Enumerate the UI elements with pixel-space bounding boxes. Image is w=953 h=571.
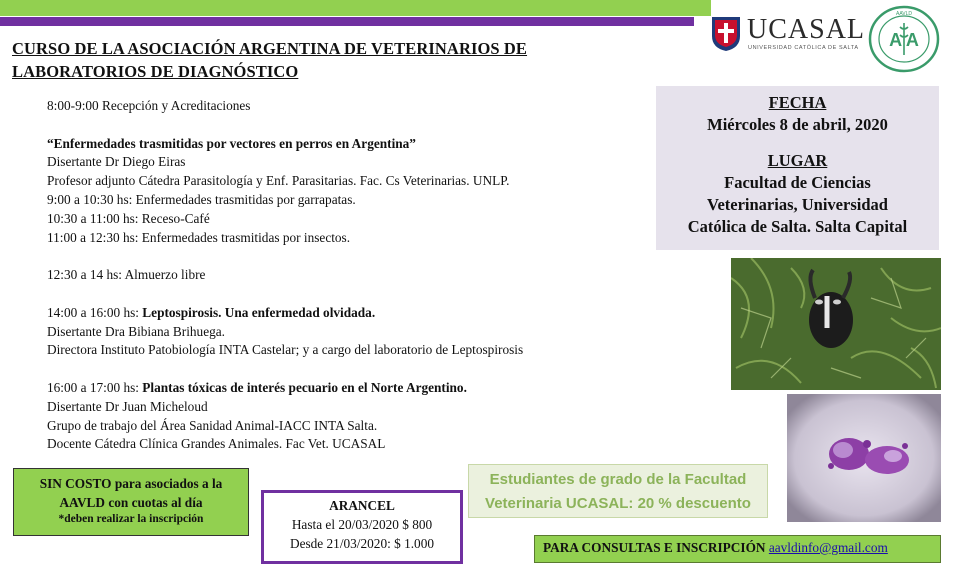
contact-text [543, 540, 888, 556]
title-line-2: LABORATORIOS DE DIAGNÓSTICO [12, 62, 299, 81]
student-line-2: Veterinaria UCASAL: 20 % descuento [485, 495, 751, 512]
place-line-2: Veterinarias, Universidad [707, 195, 888, 214]
ucasal-subtitle: UNIVERSIDAD CATÓLICA DE SALTA [748, 45, 859, 51]
microscopy-photo [787, 394, 941, 522]
session2-affiliation: Directora Instituto Patobiología INTA Castelar; y a cargo del laboratorio de Leptospirosis [47, 342, 524, 358]
ucasal-logo [711, 12, 866, 58]
session1-slot-c: 11:00 a 12:30 hs: Enfermedades trasmitidas por insectos. [47, 229, 351, 245]
free-line-1: SIN COSTO para asociados a la [39, 476, 223, 491]
aavld-monogram: A A [889, 30, 919, 50]
place-line-3: Católica de Salta. Salta Capital [687, 217, 908, 236]
session3-affiliation-1: Grupo de trabajo del Área Sanidad Animal-IACC INTA Salta. [47, 417, 378, 433]
top-green-bar [0, 0, 711, 16]
fee-line-1: Hasta el 20/03/2020 $ 800 [291, 517, 433, 532]
title-line-1: CURSO DE LA ASOCIACIÓN ARGENTINA DE VETERINARIOS DE [12, 39, 528, 58]
place-line-1: Facultad de Ciencias [724, 173, 871, 192]
contact-label: PARA CONSULTAS E INSCRIPCIÓN [543, 540, 769, 555]
reception-line: 8:00-9:00 Recepción y Acreditaciones [47, 98, 251, 113]
student-discount-box [468, 464, 768, 518]
session1-title: “Enfermedades trasmitidas por vectores en perros en Argentina” [47, 135, 416, 151]
contact-email-link[interactable]: aavldinfo@gmail.com [768, 540, 888, 555]
place-heading: LUGAR [767, 151, 828, 170]
page-title [12, 37, 652, 83]
free-for-members-box [13, 468, 249, 536]
free-line-2: AAVLD con cuotas al día [59, 495, 203, 510]
fee-line-2: Desde 21/03/2020: $ 1.000 [289, 536, 435, 551]
session1-slot-b: 10:30 a 11:00 hs: Receso-Café [47, 210, 210, 226]
top-purple-bar [0, 17, 694, 26]
session3-affiliation-2: Docente Cátedra Clínica Grandes Animales. Fac Vet. UCASAL [47, 436, 386, 452]
date-heading: FECHA [768, 93, 827, 112]
student-line-1: Estudiantes de grado de la Facultad [489, 471, 747, 488]
goat-in-vegetation-photo [731, 258, 941, 390]
contact-box [534, 535, 941, 563]
free-note: *deben realizar la inscripción [58, 513, 204, 525]
aavld-seal-letters: AAVLD [895, 11, 913, 17]
event-date: Miércoles 8 de abril, 2020 [707, 115, 888, 134]
session1-slot-a: 9:00 a 10:30 hs: Enfermedades trasmitidas por garrapatas. [47, 191, 356, 207]
date-place-box [656, 86, 939, 250]
session3-title: 16:00 a 17:00 hs: Plantas tóxicas de interés pecuario en el Norte Argentino. [47, 379, 467, 395]
session3-speaker: Disertante Dr Juan Micheloud [47, 398, 208, 414]
aavld-seal-logo [868, 5, 940, 73]
session1-speaker: Disertante Dr Diego Eiras [47, 154, 186, 170]
ucasal-wordmark: UCASAL [747, 14, 866, 45]
session2-speaker: Disertante Dra Bibiana Brihuega. [47, 323, 225, 339]
lunch-line: 12:30 a 14 hs: Almuerzo libre [47, 267, 206, 283]
fee-box [261, 490, 463, 564]
session1-affiliation: Profesor adjunto Cátedra Parasitología y Enf. Parasitarias. Fac. Cs Veterinarias. UNLP. [47, 173, 510, 189]
ucasal-shield-icon [711, 16, 741, 52]
fee-heading: ARANCEL [329, 498, 395, 513]
session2-title: 14:00 a 16:00 hs: Leptospirosis. Una enfermedad olvidada. [47, 304, 376, 320]
program-schedule [47, 97, 657, 454]
